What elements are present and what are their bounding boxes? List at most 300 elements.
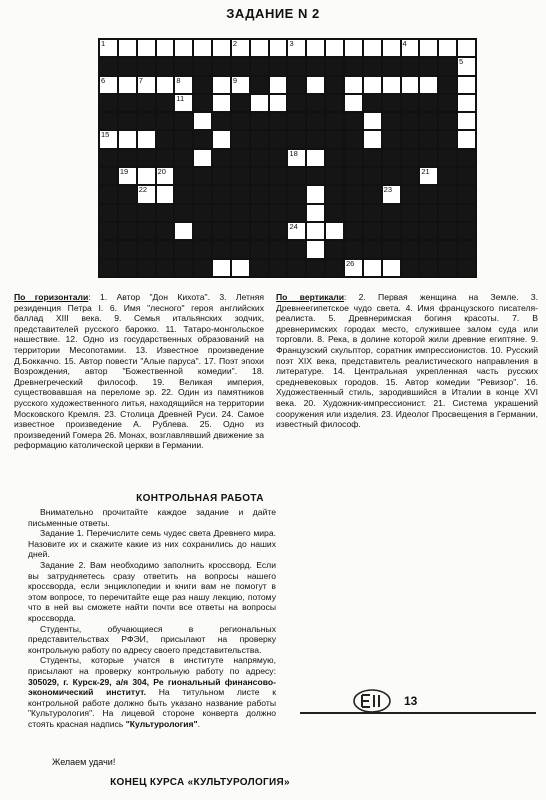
crossword-block-cell [193,57,212,75]
crossword-cell[interactable] [401,76,420,94]
crossword-block-cell [419,259,438,277]
crossword-block-cell [325,112,344,130]
crossword-block-cell [419,57,438,75]
control-work-task-1: Задание 1. Перечислите семь чудес света Древнего мира. Назовите их и скажите какие из них сохранились до наших дней. [28,528,276,560]
crossword-block-cell [231,185,250,203]
crossword-block-cell [99,259,118,277]
crossword-block-cell [118,57,137,75]
crossword-block-cell [156,240,175,258]
crossword-block-cell [438,204,457,222]
crossword-cell[interactable] [269,39,288,57]
address-instructions: На титульном листе к контрольной работе должно быть указано название работы "Культурология". На лицевой стороне конверта должно стоять красная надпись [28,687,276,729]
crossword-block-cell [419,240,438,258]
crossword-cell[interactable] [344,259,363,277]
crossword-cell[interactable] [118,39,137,57]
crossword-block-cell [137,204,156,222]
crossword-block-cell [99,222,118,240]
crossword-block-cell [193,167,212,185]
crossword-block-cell [269,167,288,185]
crossword-cell[interactable] [306,204,325,222]
crossword-block-cell [401,222,420,240]
crossword-cell[interactable] [325,222,344,240]
crossword-block-cell [212,57,231,75]
crossword-cell[interactable] [137,130,156,148]
crossword-cell[interactable] [306,149,325,167]
crossword-block-cell [344,167,363,185]
crossword-block-cell [419,130,438,148]
crossword-cell[interactable] [457,57,476,75]
crossword-block-cell [325,259,344,277]
crossword-cell[interactable] [212,259,231,277]
crossword-block-cell [457,259,476,277]
crossword-block-cell [382,149,401,167]
crossword-cell[interactable] [231,39,250,57]
crossword-block-cell [156,259,175,277]
crossword-block-cell [457,149,476,167]
crossword-block-cell [174,259,193,277]
crossword-block-cell [325,167,344,185]
crossword-block-cell [193,76,212,94]
crossword-cell[interactable] [118,167,137,185]
crossword-block-cell [438,57,457,75]
crossword-block-cell [401,94,420,112]
clues-vertical [276,292,538,430]
crossword-block-cell [401,167,420,185]
crossword-cell[interactable] [344,76,363,94]
crossword-block-cell [174,167,193,185]
crossword-block-cell [231,167,250,185]
crossword-cell[interactable] [269,76,288,94]
crossword-cell[interactable] [363,39,382,57]
crossword-cell[interactable] [156,76,175,94]
crossword-cell[interactable] [212,130,231,148]
crossword-block-cell [325,130,344,148]
crossword-cell[interactable] [231,259,250,277]
crossword-block-cell [250,130,269,148]
control-work-intro: Внимательно прочитайте каждое задание и дайте письменные ответы. [28,507,276,528]
clues-horizontal-text: : 1. Автор "Дон Кихота". 3. Летняя резиденция Петра I. 6. Имя "лесного" героя английских баллад XIII века. 9. Семья итальянских зодчих, представителей русского барокко. 11. Татаро-монгольское нашествие. 12. Одно из государственных образований на территории Месопотамии. 13. Известное произведение Д.Боккаччо. 15. Автор повести "Алые паруса". 17. Поэт эпохи Возрождения, автор "Божественной комедии". 18. Древнегреческий философ. 19. Великая империя, существовавшая на переломе эр. 22. Один из памятников русского художественного литья, находящийся на территории Московского Кремля. 23. Столица Древней Руси. 24. Самое известное произведение А. Рублева. 25. Одно из произведений Гомера 26. Монах, возглавлявший движение за реформацию католической церкви в Германии. [14,292,264,451]
crossword-cell[interactable] [419,76,438,94]
greeting-text: Желаем удачи! [52,757,116,767]
crossword-cell[interactable] [174,76,193,94]
crossword-cell[interactable] [99,130,118,148]
crossword-cell[interactable] [269,94,288,112]
control-work-address [28,655,276,729]
crossword-block-cell [419,185,438,203]
crossword-block-cell [363,240,382,258]
crossword-cell[interactable] [156,185,175,203]
crossword-block-cell [193,94,212,112]
crossword-block-cell [231,112,250,130]
institute-logo [352,688,392,714]
crossword-cell[interactable] [419,39,438,57]
crossword-block-cell [250,57,269,75]
crossword-block-cell [382,130,401,148]
crossword-cell[interactable] [306,39,325,57]
crossword-block-cell [457,167,476,185]
crossword-cell[interactable] [363,130,382,148]
crossword-block-cell [250,112,269,130]
crossword-cell[interactable] [156,167,175,185]
crossword-cell[interactable] [306,240,325,258]
crossword-block-cell [231,94,250,112]
crossword-cell[interactable] [212,39,231,57]
crossword-block-cell [401,185,420,203]
crossword-block-cell [325,149,344,167]
crossword-block-cell [269,240,288,258]
address-label: "Культурология" [125,718,198,729]
crossword-block-cell [137,57,156,75]
crossword-block-cell [363,222,382,240]
crossword-block-cell [419,222,438,240]
crossword-block-cell [193,130,212,148]
crossword-block-cell [269,149,288,167]
crossword-block-cell [250,204,269,222]
crossword-block-cell [193,204,212,222]
crossword-block-cell [382,240,401,258]
crossword-clue-number: 9 [232,75,238,85]
crossword-block-cell [193,222,212,240]
crossword-block-cell [306,167,325,185]
crossword-block-cell [137,240,156,258]
crossword-cell[interactable] [287,39,306,57]
crossword-block-cell [137,259,156,277]
crossword-block-cell [344,112,363,130]
page-title: ЗАДАНИЕ N 2 [226,6,320,21]
crossword-block-cell [325,94,344,112]
crossword-cell[interactable] [382,76,401,94]
crossword-block-cell [344,149,363,167]
crossword-clue-number: 11 [176,93,185,103]
crossword-cell[interactable] [193,39,212,57]
crossword-block-cell [287,204,306,222]
crossword-block-cell [401,130,420,148]
crossword-block-cell [156,222,175,240]
crossword-block-cell [174,185,193,203]
crossword-block-cell [99,185,118,203]
control-work-title: КОНТРОЛЬНАЯ РАБОТА [136,493,264,504]
crossword-grid [98,38,477,278]
control-work-task-2: Задание 2. Вам необходимо заполнить кроссворд. Если вы затрудняетесь сразу ответить на вопросы нашего кроссворда, если энциклопедии и книги вам не помогут в этом вопросе, то перечитайте еще раз нашу лекцию, потому что в ней вы сможете найти почти все ответы на вопросы кроссворда. [28,559,276,623]
clues-horizontal [14,292,264,451]
crossword-cell[interactable] [212,76,231,94]
crossword-block-cell [287,112,306,130]
crossword-block-cell [193,259,212,277]
crossword-cell[interactable] [419,167,438,185]
crossword-block-cell [269,222,288,240]
crossword-cell[interactable] [250,94,269,112]
crossword-block-cell [287,259,306,277]
crossword-cell[interactable] [401,39,420,57]
crossword-block-cell [287,94,306,112]
crossword-cell[interactable] [363,76,382,94]
crossword-block-cell [231,222,250,240]
crossword-clue-number: 18 [289,148,298,158]
crossword-block-cell [137,94,156,112]
crossword-block-cell [99,167,118,185]
crossword-block-cell [269,204,288,222]
crossword-block-cell [99,204,118,222]
crossword-block-cell [306,94,325,112]
crossword-block-cell [156,149,175,167]
crossword-cell[interactable] [212,94,231,112]
crossword-block-cell [269,130,288,148]
crossword-block-cell [250,149,269,167]
crossword-block-cell [401,149,420,167]
crossword-cell[interactable] [306,76,325,94]
crossword-block-cell [438,130,457,148]
crossword-block-cell [231,149,250,167]
crossword-block-cell [306,259,325,277]
crossword-block-cell [231,130,250,148]
clues-horizontal-head: По горизонтали [14,292,89,302]
crossword-block-cell [250,76,269,94]
crossword-block-cell [438,240,457,258]
crossword-block-cell [306,112,325,130]
crossword-block-cell [457,204,476,222]
crossword-block-cell [250,240,269,258]
crossword-block-cell [137,149,156,167]
crossword-block-cell [99,149,118,167]
crossword-cell[interactable] [174,94,193,112]
crossword-block-cell [231,57,250,75]
crossword-cell[interactable] [287,149,306,167]
crossword-block-cell [118,149,137,167]
crossword-block-cell [156,57,175,75]
crossword-block-cell [382,112,401,130]
crossword-block-cell [419,112,438,130]
crossword-cell[interactable] [174,222,193,240]
crossword-block-cell [457,240,476,258]
crossword-cell[interactable] [118,130,137,148]
crossword-cell[interactable] [137,76,156,94]
crossword-block-cell [118,222,137,240]
crossword-block-cell [401,259,420,277]
crossword-block-cell [193,185,212,203]
crossword-block-cell [212,204,231,222]
crossword-cell[interactable] [193,112,212,130]
crossword-block-cell [401,240,420,258]
crossword-block-cell [306,57,325,75]
crossword-block-cell [287,240,306,258]
crossword-block-cell [438,149,457,167]
crossword-cell[interactable] [137,167,156,185]
crossword-block-cell [156,130,175,148]
crossword-clue-number: 8 [176,75,181,85]
crossword-block-cell [287,57,306,75]
crossword-clue-number: 1 [101,39,106,48]
crossword-clue-number: 20 [157,167,166,177]
crossword-block-cell [99,240,118,258]
crossword-clue-number: 15 [101,130,110,140]
crossword-cell[interactable] [344,94,363,112]
crossword-block-cell [344,222,363,240]
crossword-block-cell [212,112,231,130]
crossword-block-cell [438,185,457,203]
crossword-block-cell [419,94,438,112]
crossword-block-cell [438,259,457,277]
crossword-cell[interactable] [457,130,476,148]
crossword-clue-number: 26 [345,258,355,268]
crossword-cell[interactable] [438,39,457,57]
crossword-block-cell [344,57,363,75]
crossword-block-cell [382,57,401,75]
crossword-block-cell [250,167,269,185]
clues-vertical-text: : 2. Первая женщина на Земле. 3. Древнеегипетское чудо света. 4. Имя французского писателя-реалиста. 5. Древнеримская богиня красоты. 7. В древнеримских городах место, служившее залом суда или торговли. 8. Река, в долине которой жили древние египтяне. 9. Французский скульптор, соратник импрессионистов. 10. Русский поэт XIX века, представитель реалистического направления в литературе. 14. Центральная укрепленная часть русских средневековых городов. 15. Автор комедии "Ревизор". 16. Художественный стиль, зародившийся в Италии в конце XVI века. 20. Художник-импрессионист. 21. Система украшений сооружения или изделия. 23. Идеолог Просвещения в Германии, известный философ. [276,292,538,430]
crossword-block-cell [325,76,344,94]
crossword-block-cell [382,167,401,185]
crossword-clue-number: 24 [289,221,298,231]
crossword-block-cell [118,259,137,277]
crossword-block-cell [99,57,118,75]
crossword-block-cell [382,222,401,240]
crossword-block-cell [118,185,137,203]
crossword-clue-number: 7 [138,75,143,85]
crossword-block-cell [118,240,137,258]
crossword-block-cell [287,76,306,94]
footer-divider [300,712,536,714]
crossword-block-cell [250,259,269,277]
crossword-clue-number: 2 [232,39,238,48]
crossword-cell[interactable] [118,76,137,94]
crossword-clue-number: 4 [402,39,407,48]
crossword-block-cell [344,130,363,148]
crossword-block-cell [325,185,344,203]
crossword-clue-number: 21 [421,167,430,177]
crossword-block-cell [99,112,118,130]
crossword-block-cell [363,204,382,222]
crossword-block-cell [325,57,344,75]
crossword-block-cell [287,130,306,148]
crossword-block-cell [99,94,118,112]
crossword-block-cell [438,112,457,130]
crossword-clue-number: 22 [138,185,148,195]
crossword-block-cell [363,149,382,167]
crossword-cell[interactable] [156,39,175,57]
crossword-block-cell [344,185,363,203]
crossword-block-cell [118,204,137,222]
crossword-block-cell [344,240,363,258]
crossword-cell[interactable] [363,259,382,277]
control-work-regional: Студенты, обучающиеся в региональных представительствах РФЭИ, присылают на проверку контрольную работу по адресу своего представительства. [28,623,276,655]
crossword-block-cell [287,167,306,185]
crossword-block-cell [363,57,382,75]
crossword-block-cell [118,112,137,130]
crossword-block-cell [287,185,306,203]
crossword-block-cell [382,204,401,222]
crossword-block-cell [174,240,193,258]
crossword-cell[interactable] [306,185,325,203]
crossword-cell[interactable] [174,39,193,57]
crossword-block-cell [174,57,193,75]
crossword-block-cell [174,204,193,222]
crossword-block-cell [325,204,344,222]
crossword-clue-number: 23 [383,185,392,195]
crossword-cell[interactable] [457,76,476,94]
address-intro: Студенты, которые учатся в институте напрямую, присылают на проверку контрольную работу по адресу: [28,655,276,676]
crossword-block-cell [269,185,288,203]
crossword-block-cell [438,76,457,94]
crossword-block-cell [401,204,420,222]
crossword-block-cell [174,149,193,167]
crossword-cell[interactable] [457,112,476,130]
crossword-block-cell [137,222,156,240]
crossword-block-cell [401,112,420,130]
crossword-cell[interactable] [382,185,401,203]
crossword-block-cell [269,112,288,130]
clues-vertical-head: По вертикали [276,292,345,302]
crossword-block-cell [250,185,269,203]
address-bold: 305029, г. Курск-29, а/я 304, Ре гиональный финансово-экономический институт. [28,676,276,698]
crossword-block-cell [382,94,401,112]
crossword-block-cell [137,112,156,130]
crossword-block-cell [231,240,250,258]
crossword-block-cell [212,185,231,203]
address-end: . [197,718,201,729]
crossword-block-cell [231,204,250,222]
crossword-block-cell [212,149,231,167]
crossword-cell[interactable] [137,185,156,203]
crossword-cell[interactable] [457,39,476,57]
crossword-block-cell [269,259,288,277]
crossword-cell[interactable] [344,39,363,57]
crossword-block-cell [212,167,231,185]
crossword-cell[interactable] [325,39,344,57]
crossword-block-cell [156,112,175,130]
crossword-cell[interactable] [287,222,306,240]
crossword-clue-number: 5 [459,57,464,67]
control-work-body [28,507,276,729]
crossword-cell[interactable] [137,39,156,57]
crossword-block-cell [344,204,363,222]
crossword-block-cell [438,222,457,240]
crossword-clue-number: 3 [289,39,294,48]
crossword-block-cell [419,149,438,167]
crossword-block-cell [419,204,438,222]
crossword-block-cell [174,112,193,130]
crossword-block-cell [363,185,382,203]
crossword-block-cell [269,57,288,75]
crossword-block-cell [306,130,325,148]
crossword-block-cell [156,94,175,112]
crossword-block-cell [250,222,269,240]
crossword-block-cell [193,240,212,258]
crossword-cell[interactable] [382,39,401,57]
crossword-clue-number: 6 [101,75,106,85]
crossword-cell[interactable] [231,76,250,94]
crossword-cell[interactable] [363,112,382,130]
crossword-block-cell [438,167,457,185]
crossword-block-cell [174,130,193,148]
crossword-cell[interactable] [193,149,212,167]
crossword-clue-number: 19 [119,167,129,177]
crossword-block-cell [457,222,476,240]
crossword-cell[interactable] [99,39,118,57]
crossword-block-cell [325,240,344,258]
crossword-cell[interactable] [99,76,118,94]
crossword-cell[interactable] [250,39,269,57]
crossword-cell[interactable] [382,259,401,277]
crossword-block-cell [401,57,420,75]
crossword-block-cell [156,204,175,222]
crossword-cell[interactable] [457,94,476,112]
crossword-cell[interactable] [306,222,325,240]
crossword-block-cell [118,94,137,112]
end-course-text: КОНЕЦ КУРСА «КУЛЬТУРОЛОГИЯ» [110,777,290,788]
page-number: 13 [404,694,418,708]
crossword-block-cell [212,240,231,258]
crossword-block-cell [363,167,382,185]
